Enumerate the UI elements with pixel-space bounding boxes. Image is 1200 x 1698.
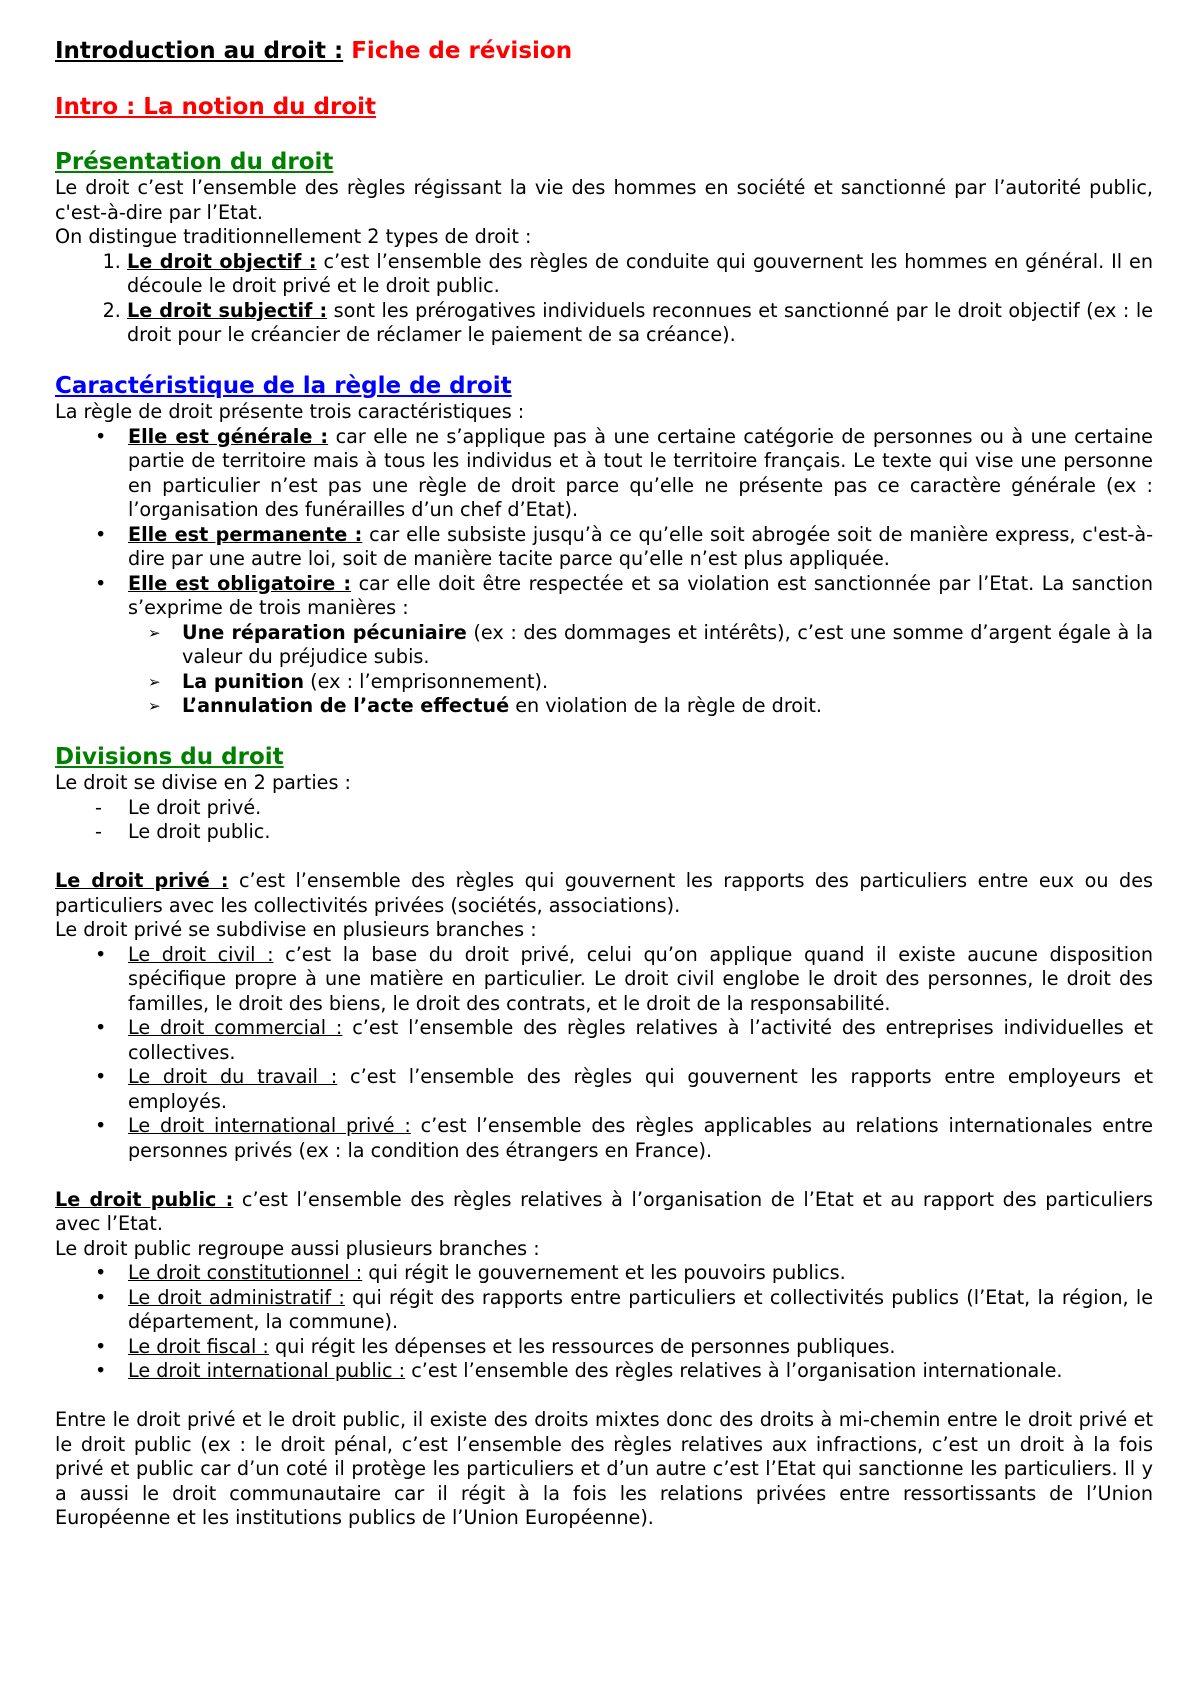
droit-prive-text: c’est l’ensemble des règles qui gouvernent les rapports des particuliers entre eux ou des particuliers avec les collectivités privées (sociétés, associations). xyxy=(55,869,1153,917)
item-term: La punition xyxy=(182,669,305,693)
list-item xyxy=(55,943,1153,1017)
list-item xyxy=(55,796,1153,821)
droit-prive-term: Le droit privé : xyxy=(55,869,229,892)
list-item xyxy=(55,1114,1153,1163)
section-heading-presentation: Présentation du droit xyxy=(55,149,334,175)
item-term: Le droit commercial : xyxy=(128,1016,343,1039)
item-text: c’est l’ensemble des règles qui gouvernent les rapports entre employeurs et employés. xyxy=(128,1065,1153,1113)
item-term: Le droit constitutionnel : xyxy=(128,1261,363,1284)
item-term: Elle est obligatoire : xyxy=(128,571,352,595)
list-item xyxy=(55,523,1153,572)
droit-public-sub: Le droit public regroupe aussi plusieurs branches : xyxy=(55,1236,540,1260)
item-text: en violation de la règle de droit. xyxy=(509,694,823,717)
item-text: (ex : l’emprisonnement). xyxy=(304,669,549,693)
divisions-intro: Le droit se divise en 2 parties : xyxy=(55,771,352,794)
document-page xyxy=(55,36,1153,1531)
item-text: c’est l’ensemble des règles relatives à l’activité des entreprises individuelles et collectives. xyxy=(128,1016,1153,1064)
item-text: c’est la base du droit privé, celui qu’on applique quand il existe aucune disposition spécifique propre à une matière en particulier. Le droit civil englobe le droit des personnes, le droit des familles, le droit des biens, le droit des contrats, et le droit de la responsabilité. xyxy=(128,942,1153,1015)
droit-types-list xyxy=(55,250,1153,348)
droit-public-paragraph xyxy=(55,1188,1153,1237)
droit-public-text: c’est l’ensemble des règles relatives à l’organisation de l’Etat et au rapport des particuliers avec l’Etat. xyxy=(55,1187,1153,1235)
bullet-dot-icon: • xyxy=(95,1285,107,1309)
item-text: Le droit privé. xyxy=(128,795,262,819)
bullet-dot-icon: • xyxy=(95,1359,107,1382)
list-item xyxy=(55,820,1153,845)
item-text: c’est l’ensemble des règles applicables au relations internationales entre personnes privés (ex : la condition des étrangers en France). xyxy=(128,1114,1153,1162)
list-item xyxy=(127,299,1153,348)
droit-prive-sub: Le droit privé se subdivise en plusieurs branches : xyxy=(55,918,537,941)
item-term: Le droit international public : xyxy=(128,1359,406,1382)
list-item xyxy=(55,425,1153,523)
list-item xyxy=(55,1261,1153,1286)
conclusion-paragraph: Entre le droit privé et le droit public, il existe des droits mixtes donc des droits à mi-chemin entre le droit privé et le droit public (ex : le droit pénal, c’est l’ensemble des règles relatives aux infractions, c’est un droit à la fois privé et public car d’un coté il protège les particuliers et d’un autre c’est l’Etat qui sanctionne les particuliers. Il y a aussi le droit communautaire car il régit à la fois les relations privées entre ressortissants de l’Union Européenne et les institutions publics de l’Union Européenne). xyxy=(55,1408,1153,1529)
arrow-bullet-icon: ➢ xyxy=(148,697,161,715)
section-heading-divisions: Divisions du droit xyxy=(55,744,284,770)
dash-bullet-icon: - xyxy=(95,795,102,819)
arrow-bullet-icon: ➢ xyxy=(148,623,161,642)
bullet-dot-icon: • xyxy=(95,1114,107,1137)
list-item xyxy=(127,250,1153,299)
droit-prive-branches xyxy=(55,943,1153,1164)
section-heading-caracteristique: Caractéristique de la règle de droit xyxy=(55,373,512,399)
item-term: Le droit du travail : xyxy=(128,1065,338,1088)
presentation-paragraph: Le droit c’est l’ensemble des règles régissant la vie des hommes en société et sanctionné par l’autorité public, c'est-à-dire par l’Etat. xyxy=(55,176,1153,224)
droit-prive-paragraph xyxy=(55,869,1153,918)
sanction-list xyxy=(55,621,1153,719)
item-term: Une réparation pécuniaire xyxy=(182,620,467,644)
title-prefix: Introduction au droit : xyxy=(55,38,344,64)
presentation-paragraph-2: On distingue traditionnellement 2 types de droit : xyxy=(55,225,532,248)
item-text: c’est l’ensemble des règles de conduite qui gouvernent les hommes en général. Il en découle le droit privé et le droit public. xyxy=(127,249,1153,297)
item-term: Elle est permanente : xyxy=(128,522,363,546)
item-term: Le droit objectif : xyxy=(127,249,317,273)
item-term: Le droit fiscal : xyxy=(128,1334,269,1358)
item-text: c’est l’ensemble des règles relatives à l’organisation internationale. xyxy=(405,1359,1063,1382)
item-text: car elle subsiste jusqu’à ce qu’elle soit abrogée soit de manière express, c'est-à-dire par une autre loi, soit de manière tacite parce qu’elle n’est plus appliquée. xyxy=(128,522,1153,570)
item-text: car elle doit être respectée et sa violation est sanctionnée par l’Etat. La sanction s’exprime de trois manières : xyxy=(128,571,1153,619)
item-text: sont les prérogatives individuels reconnues et sanctionné par le droit objectif (ex : le droit pour le créancier de réclamer le paiement de sa créance). xyxy=(127,298,1153,346)
list-item xyxy=(55,670,1153,695)
bullet-dot-icon: • xyxy=(95,522,107,546)
item-text: Le droit public. xyxy=(128,820,271,843)
list-item xyxy=(55,621,1153,670)
bullet-dot-icon: • xyxy=(95,424,107,448)
divisions-parts-list xyxy=(55,796,1153,845)
list-item xyxy=(55,694,1153,719)
list-item xyxy=(55,1359,1153,1384)
caracteristique-intro: La règle de droit présente trois caractéristiques : xyxy=(55,400,525,423)
item-text: qui régit le gouvernement et les pouvoirs publics. xyxy=(362,1261,846,1284)
bullet-dot-icon: • xyxy=(95,1261,107,1284)
title-suffix: Fiche de révision xyxy=(351,38,573,64)
list-item xyxy=(55,1286,1153,1335)
item-text: (ex : des dommages et intérêts), c’est une somme d’argent égale à la valeur du préjudice subis. xyxy=(182,620,1153,668)
item-term: Le droit international privé : xyxy=(128,1114,411,1137)
bullet-dot-icon: • xyxy=(95,571,107,595)
document-title xyxy=(55,36,1153,66)
bullet-dot-icon: • xyxy=(95,942,107,966)
item-text: car elle ne s’applique pas à une certaine catégorie de personnes ou à une certaine partie de territoire mais à tous les individus et à tout le territoire français. Le texte qui vise une personne en particulier n’est pas une règle de droit parce qu’elle ne présente pas ce caractère générale (ex : l’organisation des funérailles d’un chef d’Etat). xyxy=(128,424,1153,521)
arrow-bullet-icon: ➢ xyxy=(148,672,161,691)
droit-public-branches xyxy=(55,1261,1153,1384)
caracteristique-list xyxy=(55,425,1153,621)
droit-public-term: Le droit public : xyxy=(55,1187,234,1211)
list-item xyxy=(55,572,1153,621)
bullet-dot-icon: • xyxy=(95,1016,107,1039)
item-term: Elle est générale : xyxy=(128,424,329,448)
item-text: qui régit les dépenses et les ressources de personnes publiques. xyxy=(268,1334,896,1358)
item-term: Le droit administratif : xyxy=(128,1285,345,1309)
bullet-dot-icon: • xyxy=(95,1334,107,1358)
dash-bullet-icon: - xyxy=(95,820,102,843)
item-term: Le droit civil : xyxy=(128,942,274,966)
list-item xyxy=(55,1065,1153,1114)
list-item xyxy=(55,1335,1153,1360)
item-term: Le droit subjectif : xyxy=(127,298,328,322)
list-item xyxy=(55,1016,1153,1065)
intro-title: Intro : La notion du droit xyxy=(55,94,377,120)
item-term: L’annulation de l’acte effectué xyxy=(182,694,510,717)
item-text: qui régit des rapports entre particuliers et collectivités publics (l’Etat, la région, le département, la commune). xyxy=(128,1285,1154,1333)
bullet-dot-icon: • xyxy=(95,1065,107,1088)
